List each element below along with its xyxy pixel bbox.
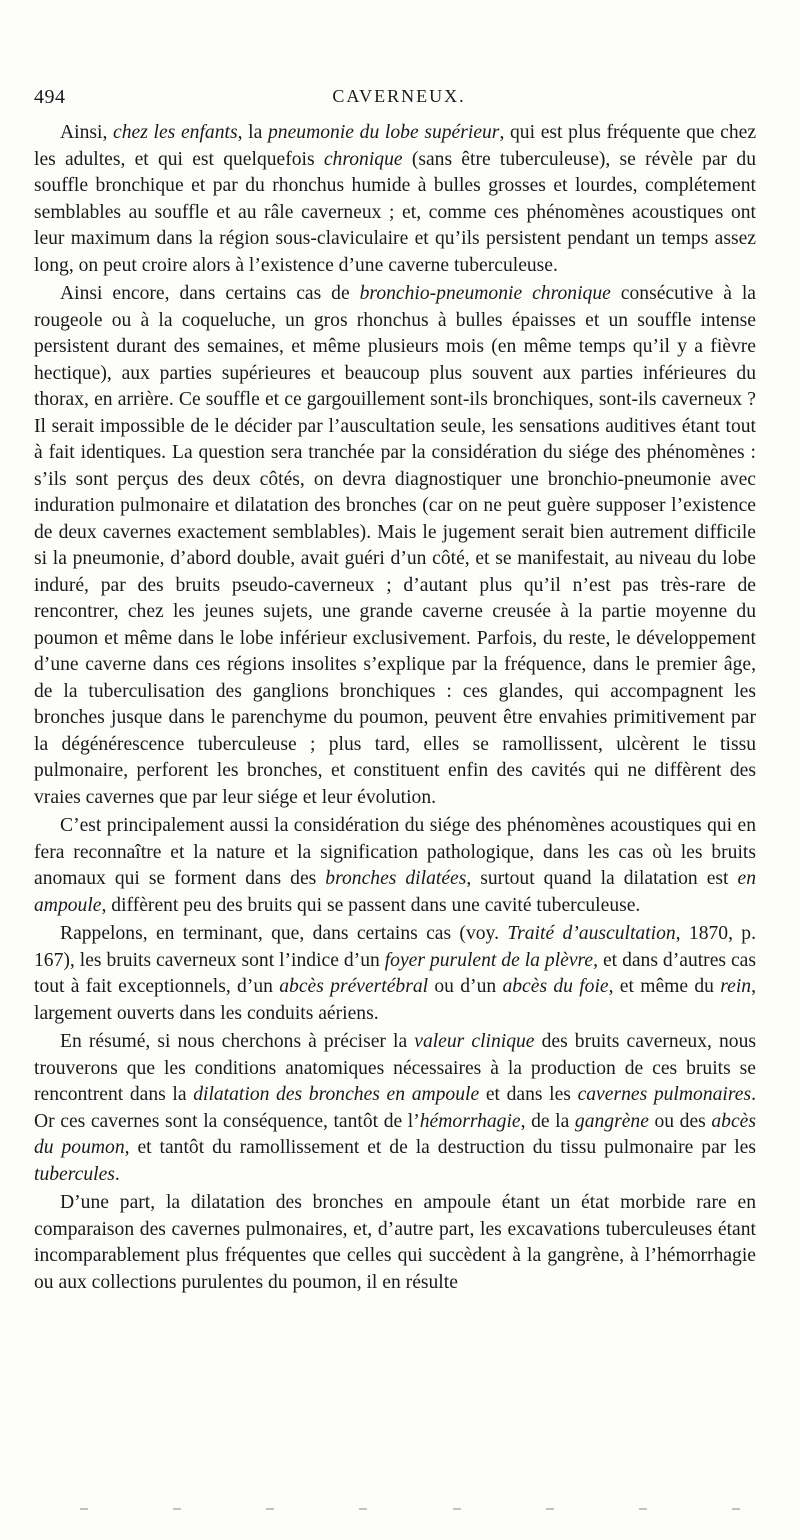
text-run: consécutive à la rougeole ou à la coqueluche, un gros rhonchus à bulles épaisses et un souffle intense persistent durant des semaines, et même plusieurs mois (en même temps qu’il y a fièvre hectique), aux parties supérieures et beaucoup plus souvent aux parties inférieures du thorax, en arrière. Ce souffle et ce gargouillement sont-ils bronchiques, sont-ils caverneux ? Il serait impossible de le décider par l’auscultation seule, les sensations auditives étant tout à fait identiques. La question sera tranchée par la considération du siége des phénomènes : s’ils sont perçus des deux côtés, on devra diagnostiquer une bronchio-pneumonie avec induration pulmonaire et dilatation des bronches (car on ne peut guère supposer l’existence de deux cavernes exactement semblables). Mais le jugement serait bien autrement difficile si la pneumonie, d’abord double, avait guéri d’un côté, et se manifestait, au niveau du lobe induré, par des bruits pseudo-caverneux ; d’autant plus qu’il n’est pas très-rare de rencontrer, chez les jeunes sujets, une grande caverne creusée à la partie moyenne du poumon et même dans le lobe inférieur exclusivement. Parfois, du reste, le développement d’une caverne dans ces régions insolites s’explique par la fréquence, dans le premier âge, de la tuberculisation des ganglions bronchiques : ces glandes, qui accompagnent les bronches jusque dans le parenchyme du poumon, peuvent être envahies primitivement par la dégénérescence tuberculeuse ; plus tard, elles se ramollissent, ulcèrent le tissu pulmonaire, perforent les bronches, et constituent enfin des cavités qui ne diffèrent des vraies cavernes que par leur siége et leur évolution.: [34, 283, 757, 808]
italic-text-run: cavernes pulmonaires: [577, 1084, 752, 1105]
text-run: En résumé, si nous cherchons à préciser la: [60, 1031, 415, 1052]
italic-text-run: valeur clinique: [414, 1031, 535, 1052]
text-run: , diffèrent peu des bruits qui se passent dans une cavité tuberculeuse.: [101, 894, 641, 916]
text-run: .: [114, 1163, 120, 1185]
text-run: C’est principalement aussi la considération du siége des phénomènes acoustiques qui en fera reconnaître et la nature et la signification pathologique, dans les cas où les bruits anomaux qui se forment dans des: [34, 815, 756, 889]
text-run: . Or ces cavernes sont la conséquence, tantôt de l’: [34, 1084, 756, 1132]
print-speck: [639, 1508, 647, 1510]
print-speck: [266, 1508, 274, 1510]
text-run: , 1870, p. 167), les bruits caverneux sont l’indice d’un: [34, 923, 757, 971]
print-speck: [359, 1508, 367, 1510]
italic-text-run: abcès du foie: [502, 976, 609, 997]
text-run: , qui est plus fréquente que chez les adultes, et qui est quelquefois: [34, 122, 757, 170]
italic-text-run: abcès prévertébral: [279, 976, 429, 997]
text-run: , et même du: [608, 976, 721, 997]
italic-text-run: pneumonie du lobe supérieur: [268, 122, 500, 143]
text-run: , largement ouverts dans les conduits aériens.: [34, 976, 756, 1024]
text-run: D’une part, la dilatation des bronches en ampoule étant un état morbide rare en comparaison des cavernes pulmonaires, et, d’autre part, les excavations tuberculeuses étant incomparablement plus fréquentes que celles qui succèdent à la gangrène, à l’hémorrhagie ou aux collections purulentes du poumon, il en résulte: [34, 1192, 756, 1293]
print-speck: [453, 1508, 461, 1510]
print-speck: [173, 1508, 181, 1510]
italic-text-run: abcès du poumon: [34, 1110, 756, 1158]
text-run: , et dans d’autres cas tout à fait exceptionnels, d’un: [34, 949, 756, 997]
italic-text-run: dilatation des bronches en ampoule: [193, 1084, 480, 1105]
text-run: , surtout quand la dilatation est: [466, 868, 738, 889]
paragraph: [34, 1029, 756, 1188]
page-header-title: CAVERNEUX.: [332, 86, 466, 106]
bottom-print-specks: [80, 1508, 740, 1514]
text-run: des bruits caverneux, nous trouverons que les conditions anatomiques nécessaires à la production de ces bruits se rencontrent dans la: [34, 1031, 756, 1105]
print-speck: [80, 1508, 88, 1510]
text-run: ou des: [648, 1110, 712, 1132]
text-run: Ainsi,: [60, 122, 114, 143]
text-run: Ainsi encore, dans certains cas de: [60, 283, 360, 304]
paragraph: [34, 921, 756, 1027]
text-run: , de la: [520, 1110, 575, 1132]
print-speck: [546, 1508, 554, 1510]
italic-text-run: foyer purulent de la plèvre: [384, 949, 594, 971]
running-head: [34, 86, 764, 110]
paragraph: [34, 281, 756, 811]
italic-text-run: tubercules: [34, 1163, 115, 1185]
italic-text-run: rein: [720, 976, 752, 997]
text-run: Rappelons, en terminant, que, dans certains cas (voy.: [60, 923, 508, 944]
paragraph: [34, 1190, 756, 1296]
paragraph: [34, 813, 756, 919]
italic-text-run: chronique: [323, 148, 403, 170]
text-run: et dans les: [479, 1084, 578, 1105]
italic-text-run: Traité d’auscultation: [507, 923, 676, 944]
italic-text-run: en ampoule: [34, 868, 756, 916]
italic-text-run: bronchio-pneumonie chronique: [359, 283, 611, 304]
text-run: , la: [237, 122, 268, 143]
italic-text-run: hémorrhagie: [419, 1110, 521, 1132]
paragraph: [34, 120, 756, 279]
italic-text-run: gangrène: [574, 1110, 649, 1132]
italic-text-run: chez les enfants: [113, 122, 238, 143]
text-run: ou d’un: [428, 976, 503, 997]
page-number: 494: [34, 86, 66, 108]
text-run: , et tantôt du ramollissement et de la destruction du tissu pulmonaire par les: [124, 1137, 756, 1158]
italic-text-run: bronches dilatées: [325, 868, 467, 889]
text-run: (sans être tuberculeuse), se révèle par du souffle bronchique et par du rhonchus humide à bulles grosses et lourdes, complétement semblables au souffle et au râle caverneux ; et, comme ces phénomènes acoustiques ont leur maximum dans la région sous-claviculaire et qu’ils persistent pendant un temps assez long, on peut croire alors à l’existence d’une caverne tuberculeuse.: [34, 148, 756, 276]
body-text: [34, 120, 756, 1296]
print-speck: [732, 1508, 740, 1510]
